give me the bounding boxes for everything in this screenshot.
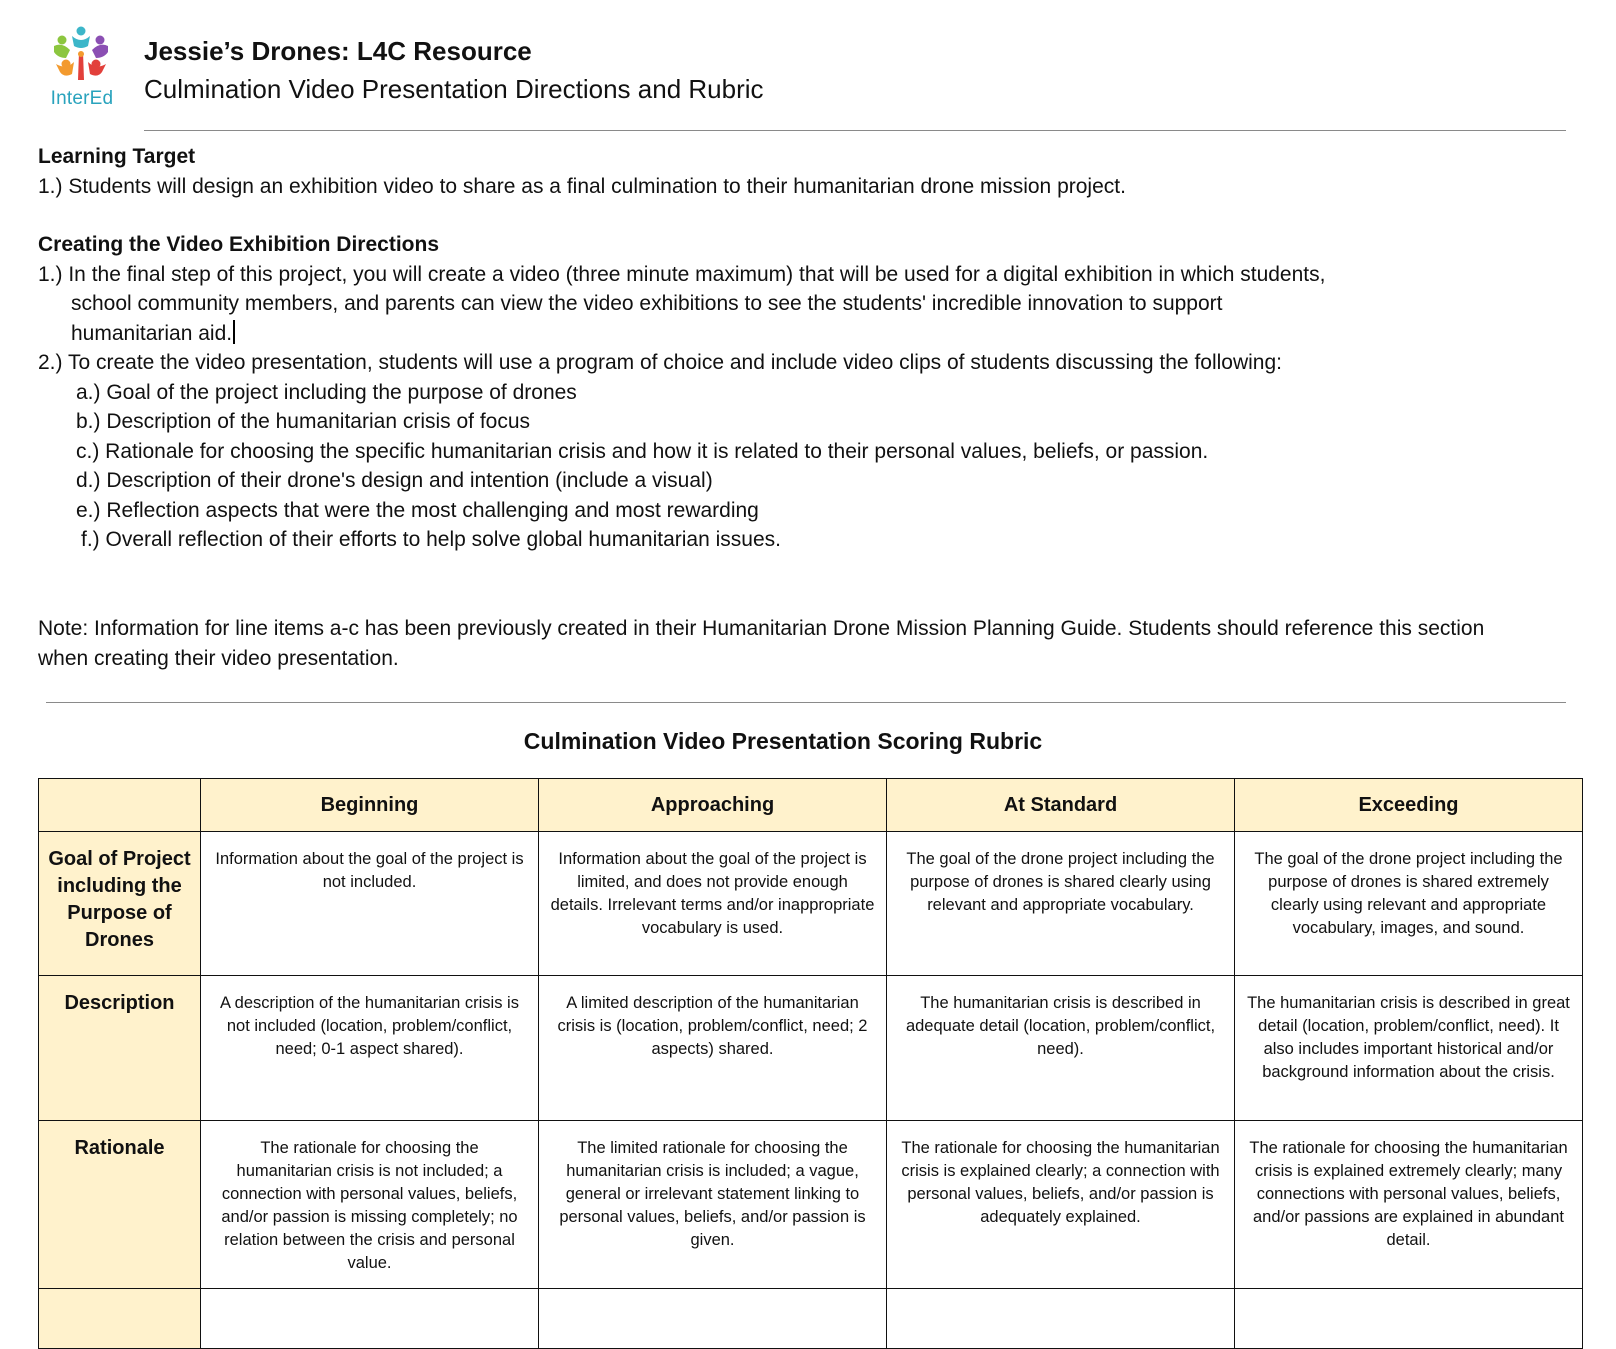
note-line-1: Note: Information for line items a-c has been previously created in their Humanitarian Drone Mission Planning Guide. Students should reference this section	[38, 617, 1485, 640]
rubric-criterion: Goal of Project including the Purpose of Drones	[39, 832, 201, 976]
rubric-header-approaching: Approaching	[539, 779, 887, 832]
rubric-cell-beginning: Information about the goal of the project is not included.	[201, 832, 539, 976]
rubric-header-row	[39, 779, 1583, 832]
learning-target-section	[38, 142, 1126, 201]
logo-wordmark: InterEd	[50, 88, 114, 109]
direction-subitem-e: e.) Reflection aspects that were the most challenging and most rewarding	[76, 498, 759, 522]
rubric-header-blank	[39, 779, 201, 832]
rubric-cell-empty	[539, 1289, 887, 1349]
rubric-criterion-empty	[39, 1289, 201, 1349]
document-title: Jessie’s Drones: L4C Resource	[144, 36, 532, 66]
rubric-cell-empty	[1235, 1289, 1583, 1349]
direction-item-1-line-2: school community members, and parents can view the video exhibitions to see the students' incredible innovation to support	[71, 292, 1223, 315]
rubric-cell-exceeding: The goal of the drone project including the purpose of drones is shared extremely clearly using relevant and appropriate vocabulary, images, and sound.	[1235, 832, 1583, 976]
rubric-row-goal	[39, 832, 1583, 976]
direction-subitem-f: f.) Overall reflection of their efforts to help solve global humanitarian issues.	[81, 528, 781, 551]
note-line-2: when creating their video presentation.	[38, 646, 399, 670]
rubric-cell-approaching: The limited rationale for choosing the humanitarian crisis is included; a vague, general or irrelevant statement linking to personal values, beliefs, and/or passion is given.	[539, 1121, 887, 1289]
rubric-header-exceeding: Exceeding	[1235, 779, 1583, 832]
document-subtitle: Culmination Video Presentation Directions and Rubric	[144, 74, 764, 104]
rubric-row-partial	[39, 1289, 1583, 1349]
rubric-cell-approaching: Information about the goal of the project is limited, and does not provide enough details. Irrelevant terms and/or inappropriate vocabulary is used.	[539, 832, 887, 976]
direction-item-1-line-3	[38, 319, 1325, 349]
rubric-row-description	[39, 976, 1583, 1121]
rubric-cell-exceeding: The rationale for choosing the humanitarian crisis is explained extremely clearly; many connections with personal values, beliefs, and/or passions are explained in abundant detail.	[1235, 1121, 1583, 1289]
learning-target-item: 1.) Students will design an exhibition video to share as a final culmination to their humanitarian drone mission project.	[38, 174, 1126, 198]
scoring-rubric-table	[38, 778, 1583, 1349]
rubric-header-beginning: Beginning	[201, 779, 539, 832]
rubric-cell-at-standard: The humanitarian crisis is described in adequate detail (location, problem/conflict, need).	[887, 976, 1235, 1121]
direction-subitem-a: a.) Goal of the project including the purpose of drones	[76, 380, 577, 404]
direction-subitem-d: d.) Description of their drone's design and intention (include a visual)	[76, 469, 713, 492]
rubric-cell-approaching: A limited description of the humanitarian crisis is (location, problem/conflict, need; 2 aspects) shared.	[539, 976, 887, 1121]
directions-heading: Creating the Video Exhibition Directions	[38, 233, 439, 256]
direction-subitem-b: b.) Description of the humanitarian crisis of focus	[76, 410, 531, 433]
rubric-cell-beginning: A description of the humanitarian crisis is not included (location, problem/conflict, need; 0-1 aspect shared).	[201, 976, 539, 1121]
rubric-criterion: Description	[39, 976, 201, 1121]
directions-section	[38, 230, 1325, 555]
section-divider	[46, 702, 1566, 703]
rubric-cell-empty	[887, 1289, 1235, 1349]
intered-logo	[44, 24, 120, 114]
rubric-cell-beginning: The rationale for choosing the humanitarian crisis is not included; a connection with personal values, beliefs, and/or passion is missing completely; no relation between the crisis and personal value.	[201, 1121, 539, 1289]
rubric-header-at-standard: At Standard	[887, 779, 1235, 832]
rubric-row-rationale	[39, 1121, 1583, 1289]
rubric-cell-at-standard: The goal of the drone project including the purpose of drones is shared clearly using relevant and appropriate vocabulary.	[887, 832, 1235, 976]
direction-subitem-c: c.) Rationale for choosing the specific humanitarian crisis and how it is related to their personal values, beliefs, or passion.	[76, 439, 1209, 463]
direction-item-1-line-3-text: humanitarian aid.	[71, 321, 233, 345]
header-divider	[144, 130, 1566, 131]
rubric-cell-exceeding: The humanitarian crisis is described in great detail (location, problem/conflict, need). It also includes important historical and/or background information about the crisis.	[1235, 976, 1583, 1121]
note-section	[38, 614, 1484, 673]
direction-item-2: 2.) To create the video presentation, students will use a program of choice and include video clips of students discussing the following:	[38, 351, 1282, 374]
rubric-criterion: Rationale	[39, 1121, 201, 1289]
learning-target-heading: Learning Target	[38, 145, 196, 168]
direction-item-1-line-1: 1.) In the final step of this project, you will create a video (three minute maximum) that will be used for a digital exhibition in which students,	[38, 262, 1326, 286]
rubric-cell-at-standard: The rationale for choosing the humanitarian crisis is explained clearly; a connection with personal values, beliefs, and/or passion is adequately explained.	[887, 1121, 1235, 1289]
intered-logo-graphic	[44, 24, 120, 88]
rubric-cell-empty	[201, 1289, 539, 1349]
text-cursor	[233, 320, 235, 344]
rubric-title: Culmination Video Presentation Scoring Rubric	[523, 728, 1043, 754]
